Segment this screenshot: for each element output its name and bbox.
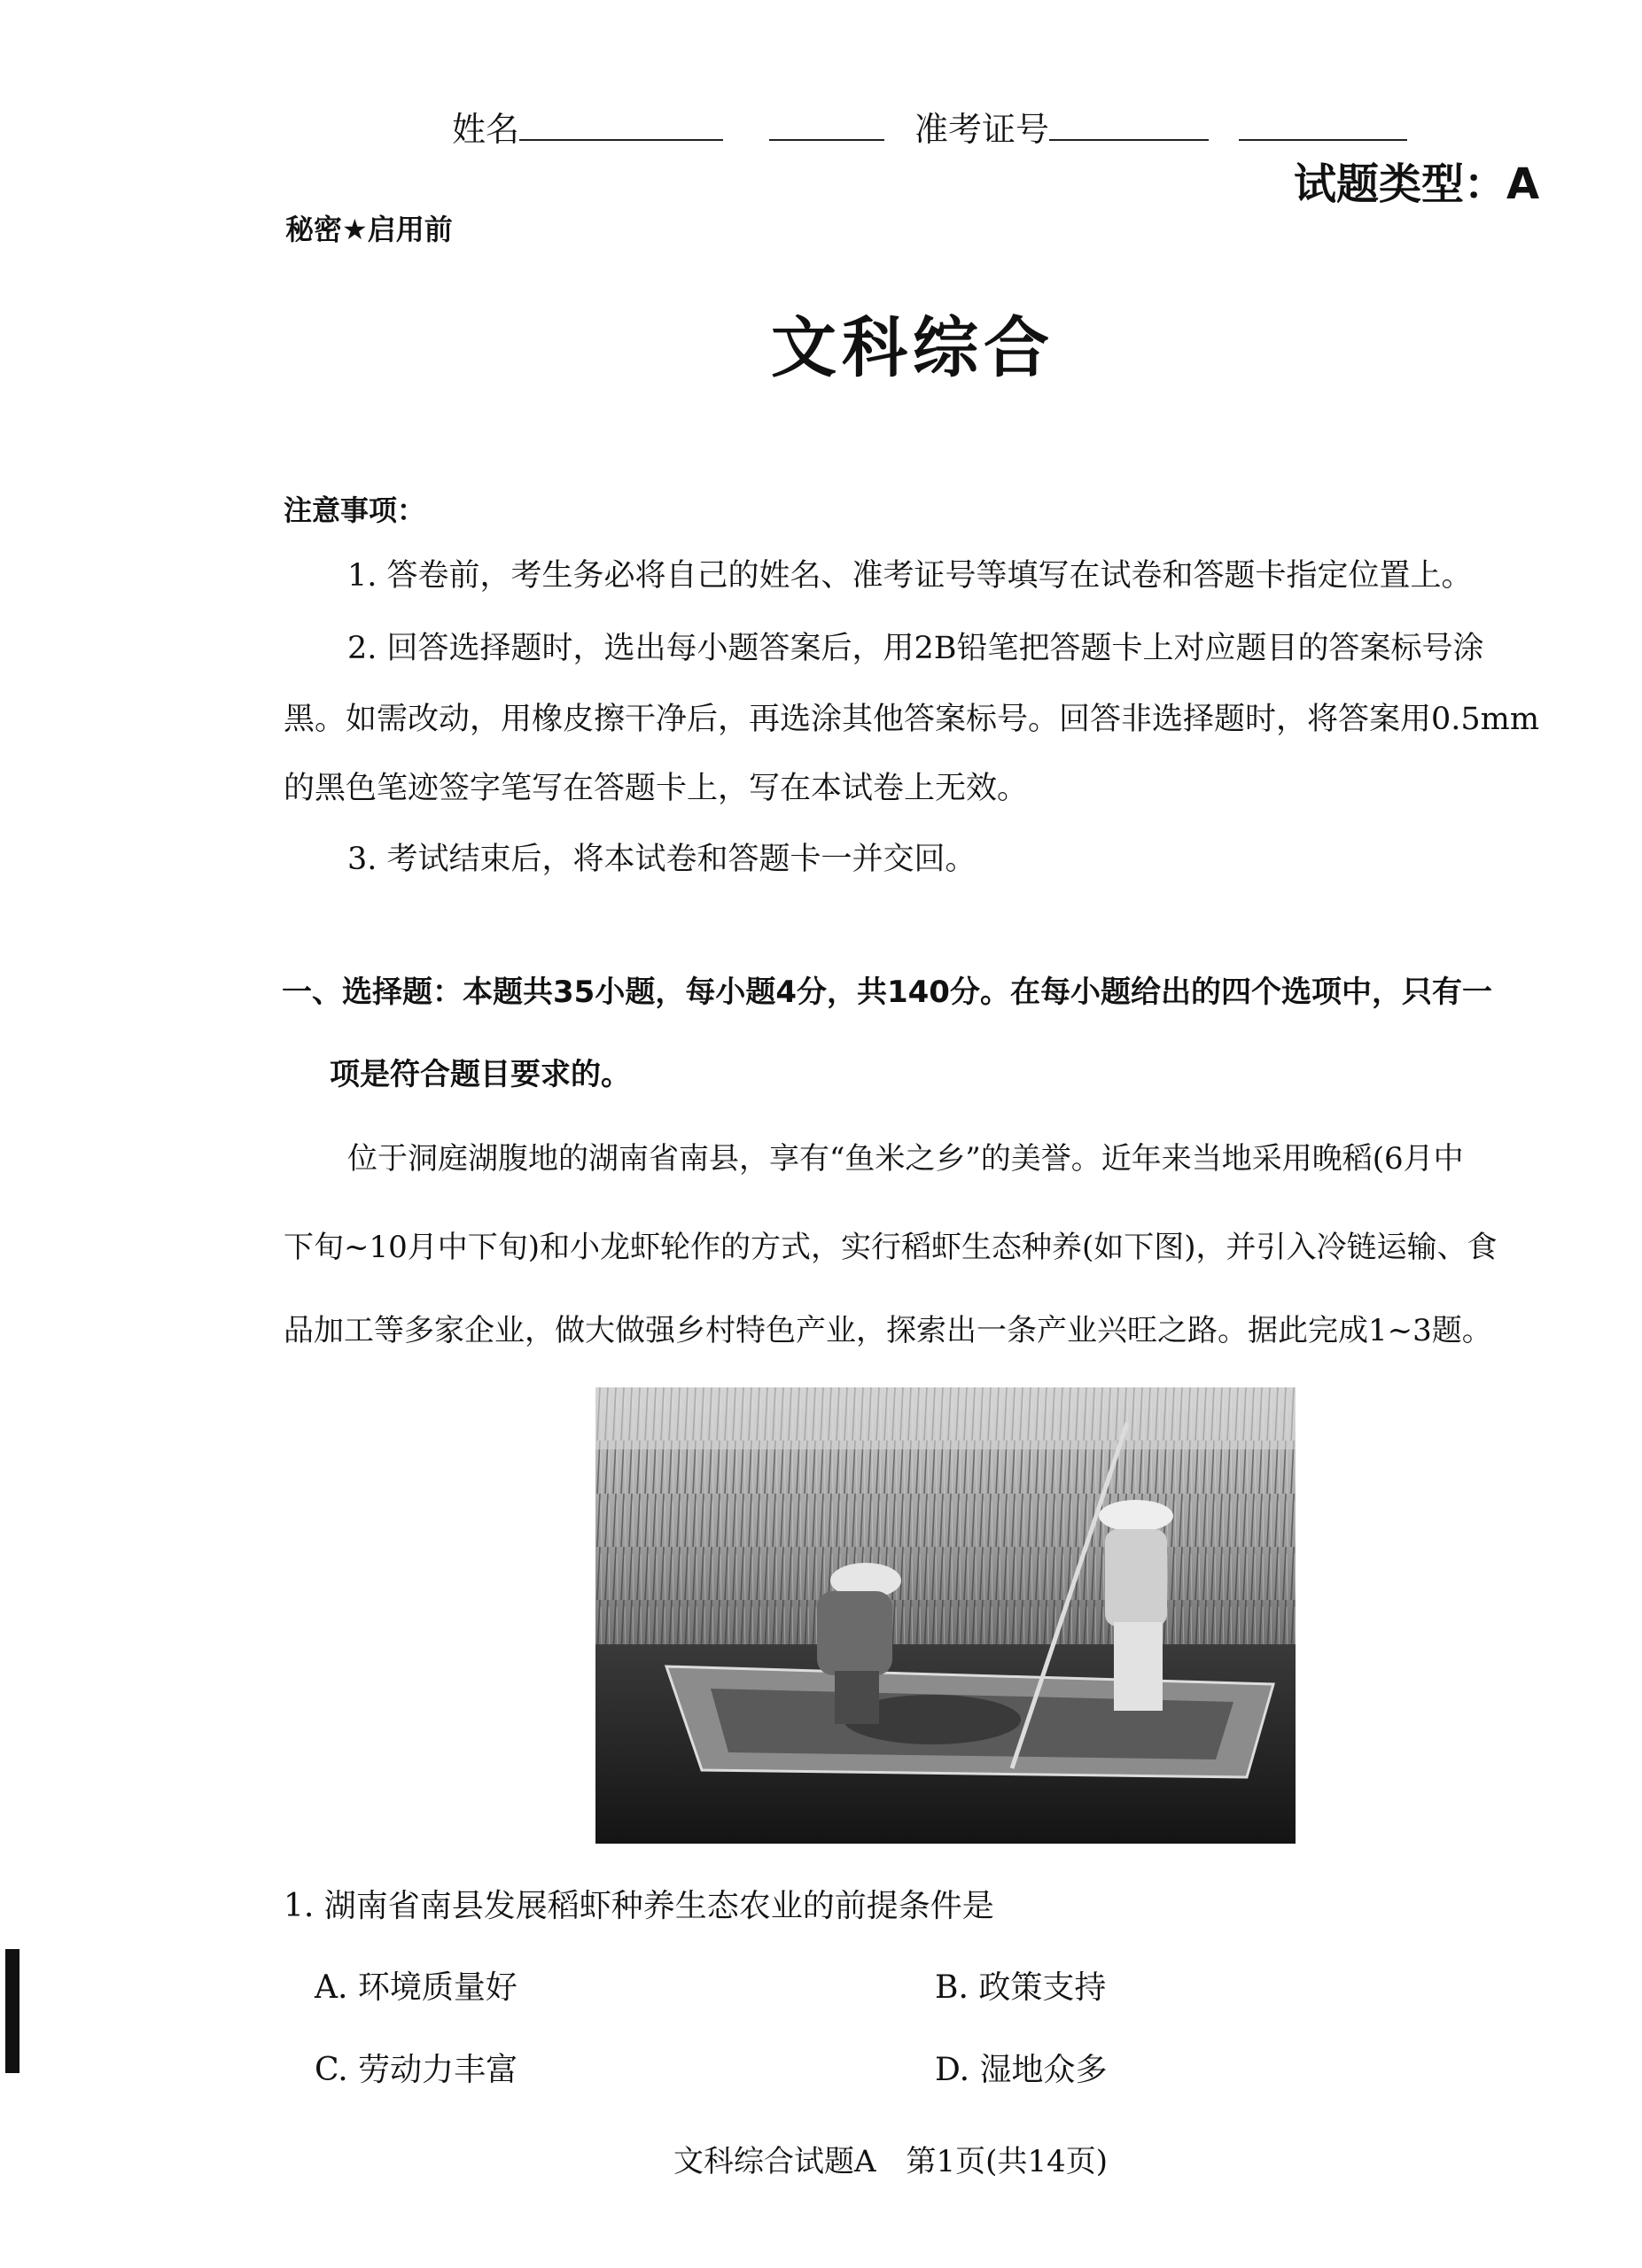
scan-margin-mark bbox=[5, 1949, 19, 2073]
exam-type: 试题类型：A bbox=[1294, 159, 1540, 209]
far-field bbox=[595, 1387, 1296, 1449]
worker-right bbox=[1105, 1529, 1167, 1627]
question-1-option-c: C. 劳动力丰富 bbox=[315, 2052, 518, 2088]
ticket-blank-2 bbox=[1239, 109, 1407, 141]
worker-left-legs bbox=[835, 1671, 879, 1724]
question-1-stem: 1. 湖南省南县发展稻虾种养生态农业的前提条件是 bbox=[284, 1888, 994, 1924]
name-blank bbox=[519, 109, 723, 141]
passage-line-3: 品加工等多家企业，做大做强乡村特色产业，探索出一条产业兴旺之路。据此完成1~3题。 bbox=[284, 1313, 1492, 1348]
notice-item-2-line-2: 黑。如需改动，用橡皮擦干净后，再选涂其他答案标号。回答非选择题时，将答案用0.5mm bbox=[284, 702, 1540, 737]
notice-heading: 注意事项： bbox=[284, 493, 426, 527]
section-heading-line-1: 一、选择题：本题共35小题，每小题4分，共140分。在每小题给出的四个选项中，只有一 bbox=[282, 975, 1492, 1010]
passage-line-2: 下旬~10月中下旬)和小龙虾轮作的方式，实行稻虾生态种养(如下图)，并引入冷链运输、食 bbox=[284, 1230, 1498, 1265]
passage-line-1: 位于洞庭湖腹地的湖南省南县，享有“鱼米之乡”的美誉。近年来当地采用晚稻(6月中 bbox=[347, 1141, 1464, 1177]
ticket-label: 准考证号 bbox=[914, 110, 1050, 149]
page-title: 文科综合 bbox=[771, 310, 1054, 386]
section-heading-line-2: 项是符合题目要求的。 bbox=[330, 1057, 631, 1092]
notice-item-3: 3. 考试结束后，将本试卷和答题卡一并交回。 bbox=[347, 842, 977, 877]
page-footer: 文科综合试题A 第1页(共14页) bbox=[673, 2144, 1108, 2179]
name-field bbox=[452, 108, 884, 151]
question-1-option-a: A. 环境质量好 bbox=[315, 1969, 518, 2006]
question-1-option-b: B. 政策支持 bbox=[935, 1969, 1107, 2006]
worker-right-legs bbox=[1114, 1622, 1163, 1711]
notice-item-2-line-3: 的黑色笔迹签字笔写在答题卡上，写在本试卷上无效。 bbox=[284, 771, 1029, 806]
ticket-blank bbox=[1049, 109, 1209, 141]
worker-left bbox=[817, 1591, 892, 1675]
rice-shrimp-photo-svg bbox=[595, 1387, 1296, 1844]
ticket-field bbox=[914, 108, 1407, 151]
question-1-option-d: D. 湿地众多 bbox=[935, 2052, 1108, 2088]
name-blank-2 bbox=[769, 109, 884, 141]
notice-item-2-line-1: 2. 回答选择题时，选出每小题答案后，用2B铅笔把答题卡上对应题目的答案标号涂 bbox=[347, 631, 1484, 666]
rice-shrimp-photo bbox=[595, 1387, 1296, 1844]
notice-item-1: 1. 答卷前，考生务必将自己的姓名、准考证号等填写在试卷和答题卡指定位置上。 bbox=[347, 558, 1473, 594]
name-label: 姓名 bbox=[452, 110, 520, 149]
secret-mark: 秘密★启用前 bbox=[285, 213, 453, 246]
hat-right bbox=[1099, 1500, 1173, 1532]
